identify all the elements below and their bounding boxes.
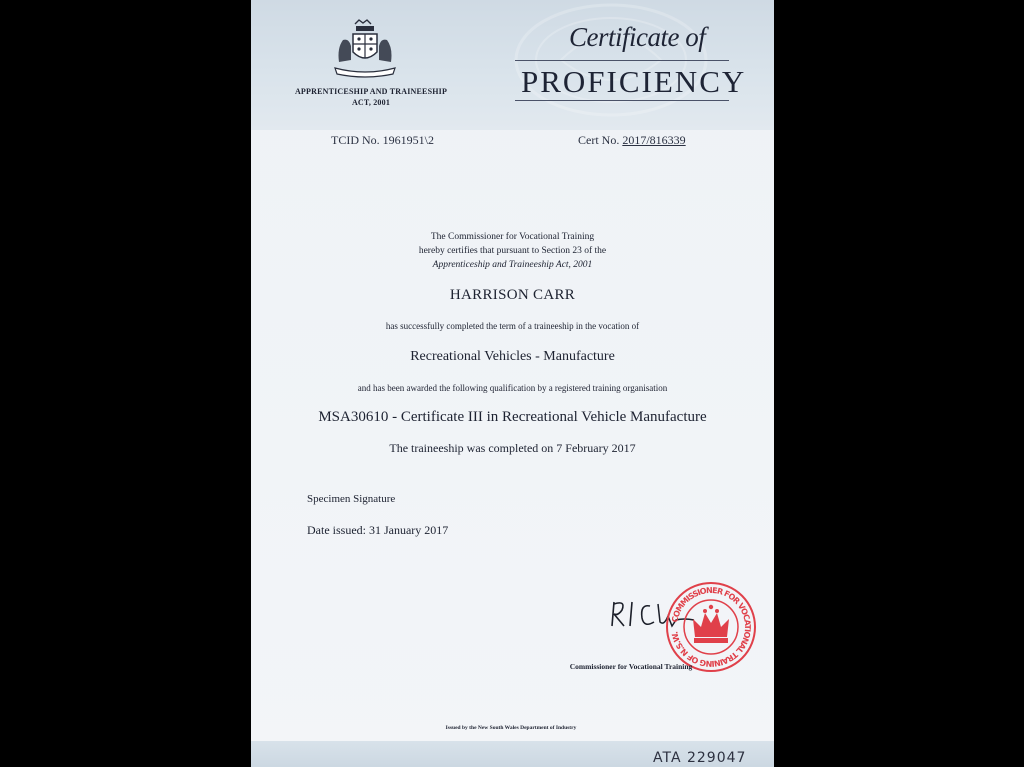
date-issued: Date issued: 31 January 2017 (307, 523, 449, 537)
certificate-document (251, 0, 774, 767)
specimen-signature-label: Specimen Signature (307, 493, 396, 505)
cert-number (578, 133, 686, 148)
completion-date: The traineeship was completed on 7 February 2017 (389, 441, 636, 455)
title-rule-bottom (515, 100, 729, 101)
title-rule-top (515, 60, 729, 61)
vocation: Recreational Vehicles - Manufacture (410, 349, 615, 364)
title-script: Certificate of (569, 22, 706, 52)
svg-text:COMMISSIONER FOR VOCATIONAL TR: COMMISSIONER FOR VOCATIONAL TRAINING OF N.S.W. (670, 585, 753, 669)
act-name-line2: ACT, 2001 (351, 98, 391, 107)
intro-line-1: The Commissioner for Vocational Training (430, 232, 595, 242)
intro-line-3: Apprenticeship and Traineeship Act, 2001 (432, 260, 593, 270)
commissioner-seal-stamp (665, 581, 757, 673)
cert-value: 2017/816339 (622, 133, 686, 147)
trainee-name: HARRISON CARR (449, 287, 576, 303)
commissioner-title: Commissioner for Vocational Training (569, 662, 693, 671)
issued-by-text: Issued by the New South Wales Department of Industry (445, 725, 577, 731)
completed-statement: has successfully completed the term of a traineeship in the vocation of (385, 321, 640, 331)
title-main: PROFICIENCY (521, 64, 747, 99)
tcid-label: TCID No. (331, 133, 380, 147)
cert-label: Cert No. (578, 133, 620, 147)
awarded-statement: and has been awarded the following qualification by a registered training organisation (357, 383, 668, 393)
coat-of-arms-icon (329, 18, 401, 80)
tcid-value: 1961951\2 (382, 133, 435, 147)
act-name-line1: APPRENTICESHIP AND TRAINEESHIP (294, 87, 448, 96)
intro-line-2: hereby certifies that pursuant to Section 23 of the (418, 246, 607, 256)
act-name (271, 86, 471, 108)
tcid-number (331, 133, 434, 148)
qualification: MSA30610 - Certificate III in Recreational Vehicle Manufacture (318, 409, 707, 425)
ata-number: ATA 229047 (653, 750, 747, 766)
